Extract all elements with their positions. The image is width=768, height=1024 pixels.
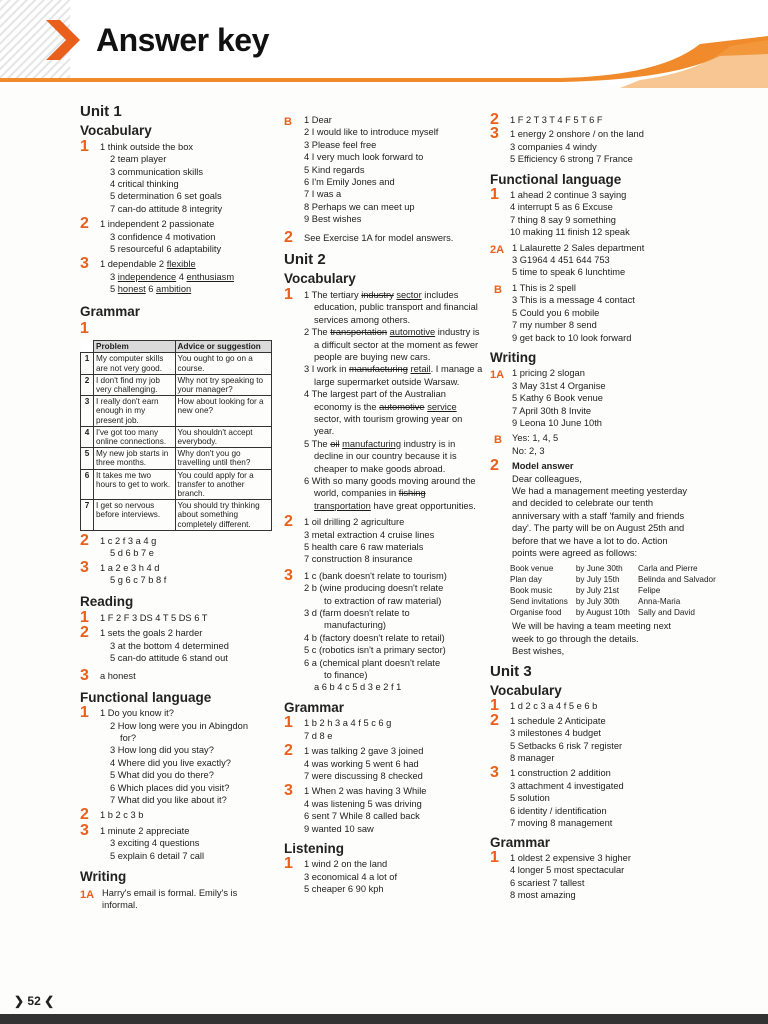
vocabulary-heading: Vocabulary (490, 683, 562, 699)
answer-line: manufacturing) (324, 620, 387, 631)
answer-line: 7 can-do attitude 8 integrity (110, 203, 223, 214)
page-number: 52 (27, 994, 41, 1008)
exercise-number: 2 (284, 513, 293, 531)
answer-line: 1 a 2 e 3 h 4 d (100, 562, 160, 573)
answer-line: 3 companies 4 windy (510, 141, 597, 152)
answer-line: 2 How long were you in Abingdon (110, 720, 248, 731)
table-header: Advice or suggestion (175, 341, 271, 353)
answer-line: a 6 b 4 c 5 d 3 e 2 f 1 (314, 682, 402, 693)
answer-line: 9 get back to 10 look forward (512, 332, 632, 343)
vocab-exercise-2 (284, 513, 484, 566)
answer-line: 3 independence 4 enthusiasm (110, 271, 235, 282)
reading-exercise-1 (80, 608, 276, 626)
answer-line: 5 Kind regards (304, 164, 365, 175)
letter-closing: Best wishes, (512, 646, 565, 657)
answer-line: Harry's email is formal. Emily's is (102, 887, 238, 898)
answer-line: 4 critical thinking (110, 179, 179, 190)
exercise-number: 1 (284, 285, 293, 303)
exercise-number: B (494, 434, 502, 447)
answer-line: 5 determination 6 set goals (110, 191, 222, 202)
answer-line: 4 was listening 5 was driving (304, 798, 422, 809)
answer-line: 1 ahead 2 continue 3 saying (510, 190, 627, 201)
exercise-number: 2 (490, 111, 499, 128)
table-row: Plan day by July 15th Belinda and Salvador (510, 575, 716, 585)
column-3 (490, 111, 750, 902)
answer-line: 1 F 2 T 3 T 4 F 5 T 6 F (510, 115, 603, 125)
writing-exercise-b (284, 114, 484, 226)
answer-line: 5 Efficiency 6 strong 7 France (510, 154, 633, 165)
exercise-number: 2 (284, 742, 293, 760)
reading-exercise-2 (80, 624, 276, 664)
exercise-number: 1 (490, 186, 499, 204)
exercise-number: 1 (80, 320, 89, 338)
answer-line: 1 dependable 2 flexible (100, 259, 196, 270)
answer-line: 3 I work in manufacturing retail. I manage a large supermarket outside Warsaw. (304, 364, 483, 387)
exercise-2 (80, 215, 276, 255)
answer-line: 3 economical 4 a lot of (304, 871, 398, 882)
answer-line: 7 I was a (304, 189, 342, 200)
answer-line: 5 honest 6 ambition (110, 284, 192, 295)
answer-line: 6 I'm Emily Jones and (304, 177, 395, 188)
answer-line: 8 Perhaps we can meet up (304, 201, 415, 212)
answer-line: 5 explain 6 detail 7 call (110, 850, 205, 861)
answer-line: 4 Where did you live exactly? (110, 757, 231, 768)
answer-line: 5 cheaper 6 90 kph (304, 884, 384, 895)
answer-line: 6 identity / identification (510, 805, 607, 816)
exercise-1 (80, 137, 276, 215)
exercise-number: 2 (80, 531, 89, 549)
table-row: 5 My new job starts in three months. Why don't you go travelling until then? (81, 448, 272, 469)
answer-line: 5 time to speak 6 lunchtime (512, 267, 626, 278)
answer-line: 1 energy 2 onshore / on the land (510, 129, 644, 140)
answer-line: 3 How long did you stay? (110, 745, 214, 756)
answer-line: 4 I very much look forward to (304, 152, 424, 163)
column-2 (284, 114, 484, 896)
answer-line: 5 solution (510, 793, 550, 804)
answer-line: 1 sets the goals 2 harder (100, 628, 203, 639)
answer-line: Yes: 1, 4, 5 (512, 433, 559, 444)
action-plan-table (510, 563, 724, 618)
grammar-exercise-1 (490, 848, 750, 902)
answer-line: 4 interrupt 5 as 6 Excuse (510, 202, 613, 213)
grammar-heading: Grammar (490, 834, 551, 850)
fl-exercise-3 (80, 821, 276, 862)
table-row: Book venue by June 30th Carla and Pierre (510, 564, 698, 574)
fl-exercise-2a (490, 242, 750, 279)
exercise-number: 3 (80, 821, 89, 839)
exercise-number: 3 (80, 558, 89, 576)
grammar-heading: Grammar (284, 699, 345, 715)
answer-line: 6 Which places did you visit? (110, 782, 230, 793)
exercise-number: 2 (490, 711, 499, 729)
unit-1-heading: Unit 1 (80, 103, 122, 120)
vocab-exercise-3 (490, 764, 750, 829)
writing-exercise-1a (80, 887, 276, 912)
answer-line: 1 construction 2 addition (510, 768, 611, 779)
answer-line: 3 d (farm doesn't relate to (304, 608, 410, 619)
answer-line: 1 was talking 2 gave 3 joined (304, 746, 424, 757)
writing-exercise-1a (490, 367, 750, 429)
answer-line: 1 c (bank doesn't relate to tourism) (304, 570, 447, 581)
letter-ending (490, 620, 750, 657)
exercise-number: 1 (490, 848, 499, 866)
page-title: Answer key (96, 22, 269, 58)
table-row: 2 I don't find my job very challenging. Why not try speaking to your manager? (81, 374, 272, 395)
answer-line: 3 at the bottom 4 determined (110, 640, 229, 651)
answer-line: 1 wind 2 on the land (304, 859, 388, 870)
answer-line: 3 exciting 4 questions (110, 838, 200, 849)
reading-exercise-3 (80, 667, 276, 685)
answer-line: 2 team player (110, 154, 167, 165)
answer-line: 5 health care 6 raw materials (304, 542, 424, 552)
answer-line: 5 d 6 b 7 e (110, 548, 154, 559)
answer-line: 3 communication skills (110, 166, 204, 177)
answer-line: 7 What did you like about it? (110, 795, 227, 806)
answer-line: to finance) (324, 670, 368, 681)
table-row: 1 My computer skills are not very good. You ought to go on a course. (81, 353, 272, 374)
letter-paragraph: We will be having a team meeting next week to go through the details. (512, 621, 671, 644)
exercise-number: 1 (80, 608, 89, 626)
grammar-exercise-1 (284, 714, 484, 742)
page-footer (14, 994, 54, 1008)
answer-line: 3 Please feel free (304, 139, 377, 150)
listening-heading: Listening (284, 840, 344, 856)
answer-line: 8 most amazing (510, 890, 576, 901)
answer-line: 1 minute 2 appreciate (100, 825, 190, 836)
answer-line: 6 With so many goods moving around the world, companies in fishing transportation have great opportunities. (304, 475, 476, 511)
answer-line: 1 schedule 2 Anticipate (510, 715, 606, 726)
answer-line: 7 my number 8 send (512, 320, 597, 331)
exercise-number: 1A (80, 888, 95, 901)
grammar-exercise-2 (284, 742, 484, 782)
functional-language-heading: Functional language (490, 171, 622, 187)
exercise-number: B (494, 283, 502, 296)
chevron-left-icon: ❮ (44, 994, 55, 1008)
fl-exercise-1 (490, 186, 750, 239)
answer-line: 5 What did you do there? (110, 770, 214, 781)
listening-exercise-2 (490, 111, 750, 128)
bottom-bar (0, 1014, 768, 1024)
table-row: Book music by July 21st Felipe (510, 586, 661, 596)
answer-line: 6 sent 7 While 8 called back (304, 811, 420, 822)
answer-line: 1 Lalaurette 2 Sales department (512, 242, 645, 253)
answer-line: 1 b 2 c 3 b (100, 810, 144, 821)
answer-line: for? (120, 733, 137, 744)
answer-line: 1 oldest 2 expensive 3 higher (510, 852, 631, 863)
answer-line: 9 Leona 10 June 10th (512, 417, 602, 428)
exercise-number: 1 (284, 714, 293, 732)
answer-line: No: 2, 3 (512, 445, 545, 456)
writing-heading: Writing (80, 869, 127, 885)
table-row: 3 I really don't earn enough in my present job. How about looking for a new one? (81, 396, 272, 427)
answer-line: 8 manager (510, 753, 555, 764)
answer-line: 5 Could you 6 mobile (512, 307, 600, 318)
vocab-exercise-2 (490, 711, 750, 765)
answer-line: 5 Setbacks 6 risk 7 register (510, 740, 623, 751)
table-header: Problem (94, 341, 176, 353)
exercise-number: 1 (490, 697, 499, 715)
exercise-number: 2 (284, 228, 293, 246)
functional-language-heading: Functional language (80, 689, 212, 705)
answer-line: 5 c (robotics isn't a primary sector) (304, 645, 446, 656)
answer-line: 1 Do you know it? (100, 708, 174, 719)
answer-line: 7 were discussing 8 checked (304, 770, 423, 781)
answer-line: 1 b 2 h 3 a 4 f 5 c 6 g (304, 718, 392, 729)
answer-line: 5 Kathy 6 Book venue (512, 393, 603, 404)
exercise-number: 3 (80, 255, 89, 273)
column-1 (80, 100, 276, 911)
listening-exercise-3 (490, 125, 750, 165)
table-row: 6 It takes me two hours to get to work. You could apply for a transfer to another branch. (81, 469, 272, 500)
unit-2-heading: Unit 2 (284, 251, 326, 269)
answer-line: 4 The largest part of the Australian economy is the automotive service sector, with tourism growing year on year. (304, 389, 463, 437)
grammar-exercise-3 (284, 782, 484, 835)
answer-line: 7 d 8 e (304, 730, 333, 741)
exercise-number: 3 (284, 782, 293, 800)
answer-line: 3 This is a message 4 contact (512, 295, 635, 306)
answer-line: 1 When 2 was having 3 While (304, 786, 427, 797)
answer-line: 1 Dear (304, 115, 332, 125)
exercise-number: 1 (80, 704, 89, 722)
answer-line: See Exercise 1A for model answers. (304, 232, 454, 243)
grammar-exercise-2 (80, 531, 276, 560)
answer-line: 1 F 2 F 3 DS 4 T 5 DS 6 T (100, 612, 208, 623)
table-row: 4 I've got too many online connections. You shouldn't accept everybody. (81, 426, 272, 447)
table-row: Send invitations by July 30th Anna-Maria (510, 597, 681, 607)
vocabulary-heading: Vocabulary (80, 123, 152, 139)
answer-line: 6 scariest 7 tallest (510, 877, 585, 888)
exercise-number: B (284, 116, 292, 128)
fl-exercise-2 (80, 806, 276, 824)
answer-line: 7 construction 8 insurance (304, 554, 413, 565)
answer-line: 2 I would like to introduce myself (304, 127, 439, 138)
answer-line: 7 moving 8 management (510, 818, 613, 829)
table-row: 7 I get so nervous before interviews. You should try thinking about something completely different. (81, 500, 272, 531)
answer-line: 5 The oil manufacturing industry is in decline in our country because it is cheaper to make goods abroad. (304, 438, 457, 474)
answer-line: 3 confidence 4 motivation (110, 231, 216, 242)
answer-line: 1 d 2 c 3 a 4 f 5 e 6 b (510, 701, 598, 712)
answer-line: 5 g 6 c 7 b 8 f (110, 574, 167, 585)
exercise-number: 1A (490, 369, 505, 382)
answer-line: 1 The tertiary industry sector includes education, public transport and financial services among others. (304, 289, 478, 325)
reading-heading: Reading (80, 594, 134, 610)
advice-table (80, 340, 272, 531)
answer-line: 1 oil drilling 2 agriculture (304, 517, 405, 528)
exercise-number: 1 (284, 855, 293, 873)
vocab-exercise-1 (490, 697, 750, 715)
answer-line: 9 wanted 10 saw (304, 823, 374, 834)
letter-greeting: Dear colleagues, (512, 473, 582, 484)
answer-line: informal. (102, 899, 138, 910)
grammar-exercise-3 (80, 558, 276, 587)
answer-line: 3 metal extraction 4 cruise lines (304, 529, 435, 540)
exercise-number: 2 (80, 215, 89, 233)
exercise-number: 3 (284, 566, 293, 584)
fl-exercise-1 (80, 704, 276, 806)
vocabulary-heading: Vocabulary (284, 271, 356, 287)
answer-line: 2 b (wine producing doesn't relate (304, 583, 444, 594)
answer-line: 1 This is 2 spell (512, 282, 576, 293)
orange-chevron-icon (46, 20, 82, 60)
unit-3-heading: Unit 3 (490, 662, 532, 680)
table-row: Organise food by August 10th Sally and David (510, 608, 695, 618)
answer-line: 1 pricing 2 slogan (512, 368, 585, 379)
answer-line: 6 a (chemical plant doesn't relate (304, 657, 441, 668)
exercise-number: 3 (490, 125, 499, 143)
answer-line: 1 think outside the box (100, 141, 194, 152)
page-header (0, 0, 768, 86)
exercise-number: 2 (490, 457, 499, 475)
answer-line: 7 April 30th 8 Invite (512, 405, 592, 416)
answer-line: 9 Best wishes (304, 214, 362, 225)
answer-line: 3 May 31st 4 Organise (512, 380, 606, 391)
listening-exercise-1 (284, 855, 484, 895)
answer-line: 7 thing 8 say 9 something (510, 214, 616, 225)
fl-exercise-b (490, 282, 750, 344)
writing-exercise-2 (284, 228, 484, 246)
answer-line: 5 can-do attitude 6 stand out (110, 653, 228, 663)
exercise-3 (80, 255, 276, 295)
writing-exercise-b (490, 432, 750, 457)
vocab-exercise-1 (284, 285, 484, 512)
answer-line: 4 was working 5 went 6 had (304, 758, 419, 769)
letter-paragraph: We had a management meeting yesterday and decided to celebrate our tenth anniversary with a staff 'family and friends day'. The party will be on August 25th and before that we have a lot to do. Action points were agreed as follows: (512, 485, 688, 558)
exercise-number: 2 (80, 806, 89, 824)
answer-line: 4 b (factory doesn't relate to retail) (304, 632, 445, 643)
answer-line: 1 c 2 f 3 a 4 g (100, 535, 157, 546)
answer-line: 5 resourceful 6 adaptability (110, 244, 222, 255)
answer-line: 4 longer 5 most spectacular (510, 865, 625, 876)
grammar-exercise-1 (80, 321, 276, 531)
answer-line: 1 independent 2 passionate (100, 219, 215, 230)
answer-line: 2 The transportation automotive industry is a difficult sector at the moment as fewer people are buying new cars. (304, 327, 480, 362)
answer-line: 10 making 11 finish 12 speak (510, 227, 630, 238)
grammar-heading: Grammar (80, 303, 141, 319)
writing-heading: Writing (490, 349, 537, 365)
answer-line: 3 G1964 4 451 644 753 (512, 255, 610, 266)
model-answer-title: Model answer (512, 461, 574, 472)
answer-line: a honest (100, 671, 136, 682)
exercise-number: 2A (490, 243, 505, 256)
vocab-exercise-3 (284, 566, 484, 694)
exercise-number: 2 (80, 624, 89, 642)
chevron-right-icon: ❯ (14, 994, 25, 1008)
answer-line: 3 attachment 4 investigated (510, 780, 624, 791)
exercise-number: 1 (80, 137, 89, 155)
answer-line: to extraction of raw material) (324, 595, 442, 606)
answer-line: 3 milestones 4 budget (510, 728, 601, 739)
exercise-number: 3 (490, 764, 499, 782)
writing-exercise-2 (490, 457, 750, 559)
exercise-number: 3 (80, 667, 89, 685)
